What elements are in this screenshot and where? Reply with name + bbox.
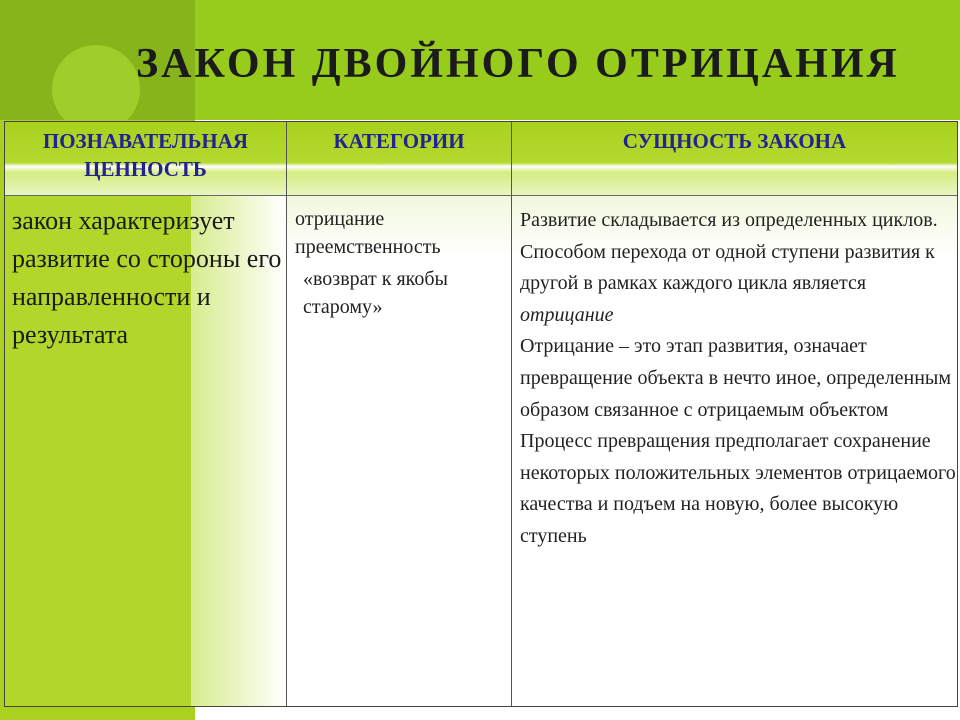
header-divider	[5, 195, 957, 196]
essence-p2-italic: отрицание	[520, 303, 614, 326]
category-continuity: преемственность	[295, 236, 441, 258]
cell-law-essence	[520, 205, 957, 553]
category-return: «возврат к якобы старому»	[303, 268, 448, 318]
law-table	[4, 121, 958, 707]
category-negation: отрицание	[295, 208, 385, 230]
header-cognitive-value: ПОЗНАВАТЕЛЬНАЯ ЦЕННОСТЬ	[42, 129, 249, 181]
slide-title: ЗАКОН ДВОЙНОГО ОТРИЦАНИЯ	[136, 41, 900, 87]
column-divider-2	[511, 122, 512, 706]
essence-p4: Процесс превращения предполагает сохранение некоторых положительных элементов отрицаемого качества и подъем на новую, более высокую ступень	[520, 430, 956, 547]
cell-cognitive-value: закон характеризует развитие со стороны его направленности и результата	[12, 206, 282, 349]
column-divider-1	[286, 122, 287, 706]
header-categories: КАТЕГОРИИ	[333, 129, 465, 153]
header-law-essence: СУЩНОСТЬ ЗАКОНА	[622, 129, 847, 153]
essence-p3: Отрицание – это этап развития, означает превращение объекта в нечто иное, определенным образом связанное с отрицаемым объектом	[520, 335, 951, 421]
essence-p1: Развитие складывается из определенных циклов.	[520, 209, 938, 231]
cell-categories	[295, 205, 510, 321]
essence-p2: Способом перехода от одной ступени развития к другой в рамках каждого цикла является	[520, 240, 935, 295]
